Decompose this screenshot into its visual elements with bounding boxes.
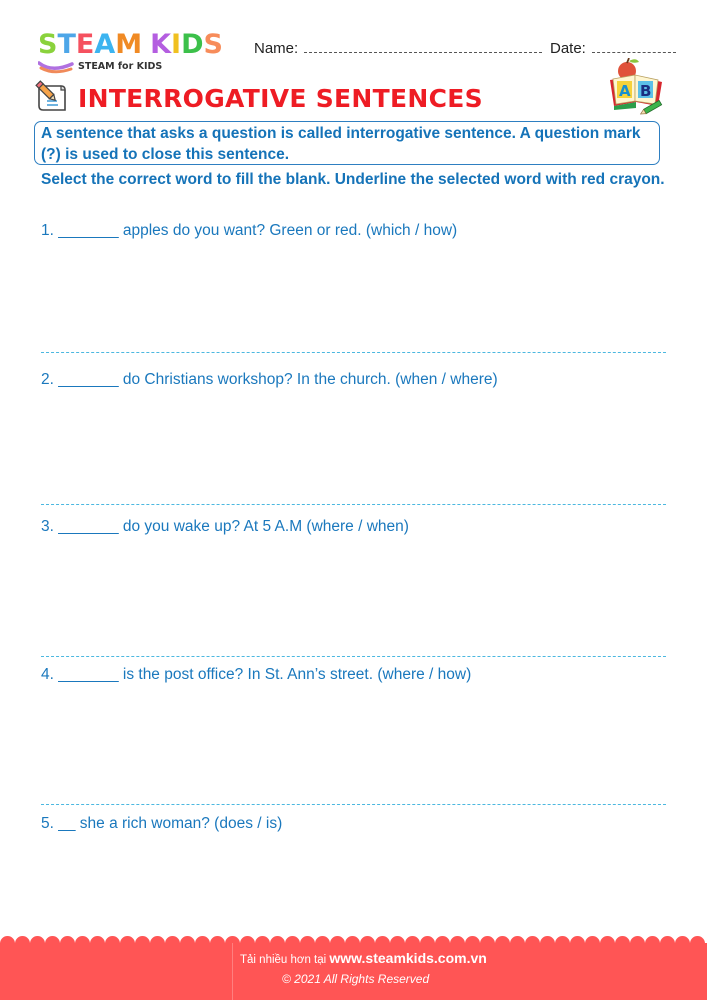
divider [41, 352, 666, 353]
question-5: 5. __ she a rich woman? (does / is) [41, 815, 283, 832]
divider [41, 804, 666, 805]
divider [41, 656, 666, 657]
divider [41, 504, 666, 505]
logo-letter: D [181, 29, 204, 60]
worksheet-title: INTERROGATIVE SENTENCES [78, 84, 483, 113]
logo-letter: M [115, 29, 143, 60]
date-field[interactable] [550, 40, 676, 57]
footer-separator [232, 943, 233, 1000]
question-3: 3. _______ do you wake up? At 5 A.M (where / when) [41, 518, 409, 535]
logo-letter: A [94, 29, 116, 60]
copyright-text: © 2021 All Rights Reserved [282, 972, 430, 986]
logo-letter: T [57, 29, 76, 60]
steam-kids-logo [38, 30, 238, 74]
smile-icon [38, 60, 74, 74]
question-4: 4. _______ is the post office? In St. Ann’s street. (where / how) [41, 666, 472, 683]
date-blank-line[interactable] [592, 51, 676, 53]
logo-letter: I [171, 29, 182, 60]
logo-letter: S [38, 29, 58, 60]
name-field[interactable] [254, 40, 542, 57]
date-label: Date: [550, 40, 586, 57]
website-link[interactable]: www.steamkids.com.vn [329, 950, 487, 966]
logo-letter: S [203, 29, 223, 60]
logo-wordmark [38, 30, 223, 60]
name-blank-line[interactable] [304, 51, 542, 53]
definition-text: A sentence that asks a question is called interrogative sentence. A question mark (?) is used to close this sentence. [41, 125, 641, 163]
download-prefix: Tải nhiều hơn tại [240, 954, 327, 966]
svg-text:B: B [640, 82, 652, 100]
logo-tagline: STEAM for KIDS [78, 61, 163, 72]
pencil-paper-icon [34, 80, 70, 114]
name-label: Name: [254, 40, 299, 57]
definition-box [34, 121, 660, 165]
footer-download-line [240, 950, 487, 966]
abc-book-icon [606, 58, 666, 116]
svg-text:A: A [619, 82, 631, 100]
instruction-text: Select the correct word to fill the blank. Underline the selected word with red crayon. [41, 171, 665, 188]
question-2: 2. _______ do Christians workshop? In the church. (when / where) [41, 371, 498, 388]
footer [0, 943, 707, 1000]
logo-letter: E [75, 29, 95, 60]
question-1: 1. _______ apples do you want? Green or red. (which / how) [41, 222, 458, 239]
logo-letter: K [150, 29, 172, 60]
